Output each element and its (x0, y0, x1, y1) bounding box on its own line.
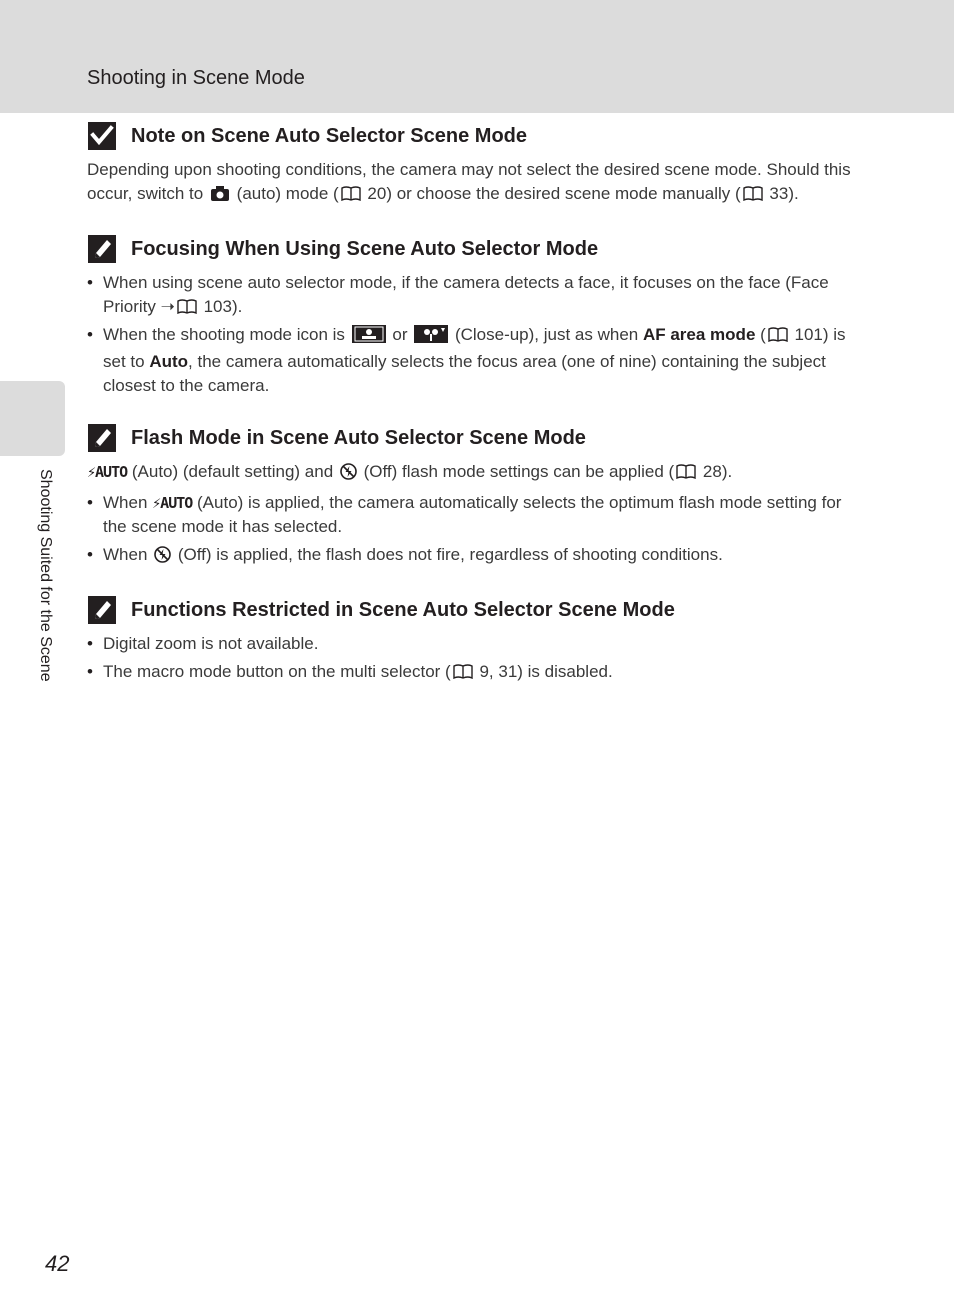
page-header-title: Shooting in Scene Mode (87, 67, 305, 89)
header-band (0, 0, 954, 113)
list-item: • When using scene auto selector mode, if the camera detects a face, it focuses on the face (Face Priority ➝ 103). (87, 271, 867, 319)
book-reference-icon (676, 462, 696, 477)
book-reference-icon (177, 297, 197, 312)
section-title: Functions Restricted in Scene Auto Selector Scene Mode (131, 598, 675, 621)
book-reference-icon (768, 325, 788, 340)
section-header (87, 592, 867, 628)
section-title: Focusing When Using Scene Auto Selector Mode (131, 237, 599, 260)
section-focusing (87, 231, 867, 398)
pencil-note-icon (87, 595, 117, 625)
flash-auto-icon: ⚡AUTO (87, 463, 128, 481)
list-item: • When (Off) is applied, the flash does not fire, regardless of shooting conditions. (87, 543, 867, 570)
section-title: Note on Scene Auto Selector Scene Mode (131, 124, 528, 147)
flash-off-icon (340, 463, 357, 487)
section-note (87, 118, 867, 209)
section-functions-restricted (87, 592, 867, 684)
bullet-list (87, 271, 867, 398)
section-paragraph: Depending upon shooting conditions, the camera may not select the desired scene mode. Should this occur, switch to (auto) mode ( 20) or choose the desired scene mode manually ( 33). (87, 158, 867, 209)
section-title: Flash Mode in Scene Auto Selector Scene Mode (131, 426, 586, 449)
book-reference-icon (341, 184, 361, 199)
section-header (87, 118, 867, 154)
list-item: • When ⚡AUTO (Auto) is applied, the camera automatically selects the optimum flash mode setting for the scene mode it has selected. (87, 491, 867, 539)
check-note-icon (87, 121, 117, 151)
section-paragraph: ⚡AUTO (Auto) (default setting) and (Off) flash mode settings can be applied ( 28). (87, 460, 867, 487)
pencil-note-icon (87, 423, 117, 453)
camera-icon (210, 185, 230, 209)
section-header (87, 420, 867, 456)
bullet-list (87, 491, 867, 570)
scene-closeup-icon (414, 325, 448, 350)
side-tab-label: Shooting Suited for the Scene (37, 469, 54, 682)
list-item: • The macro mode button on the multi selector ( 9, 31) is disabled. (87, 660, 867, 684)
side-tab (0, 381, 65, 456)
list-item: • Digital zoom is not available. (87, 632, 867, 656)
bullet-list (87, 632, 867, 684)
book-reference-icon (453, 662, 473, 677)
scene-portrait-icon (352, 325, 386, 350)
pencil-note-icon (87, 234, 117, 264)
flash-off-icon (154, 546, 171, 570)
flash-auto-icon: ⚡AUTO (152, 494, 193, 512)
page-content (87, 118, 867, 706)
section-header (87, 231, 867, 267)
list-item: • When the shooting mode icon is or (Close-up), just as when AF area mode ( 101) is set to Auto, the camera automatically selects the focus area (one of nine) containing the subject closest to the camera. (87, 323, 867, 398)
book-reference-icon (743, 184, 763, 199)
section-flash (87, 420, 867, 570)
page-number: 42 (45, 1251, 70, 1276)
